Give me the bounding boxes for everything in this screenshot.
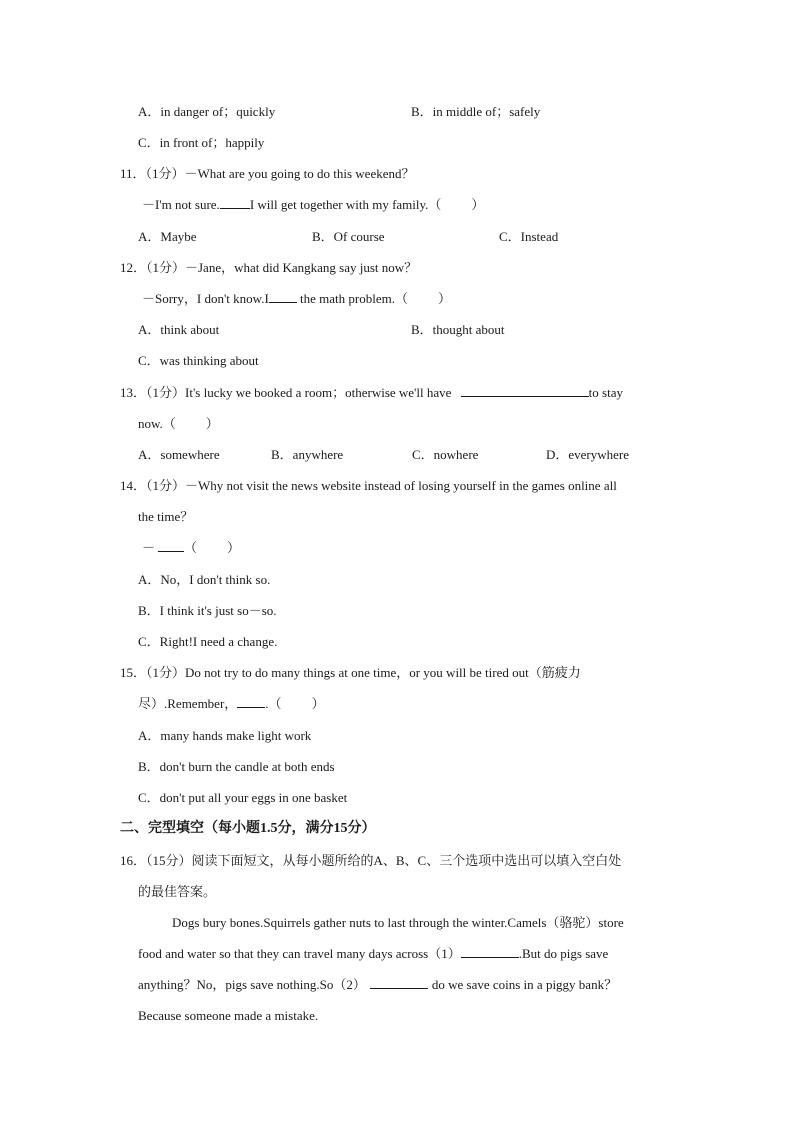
q12-paren-close: ） — [438, 291, 452, 306]
q11-stem: 11．（1分）－What are you going to do this weekend？ — [120, 166, 415, 181]
q16-blank-1[interactable] — [461, 945, 519, 958]
q10-option-c[interactable]: C．in front of；happily — [138, 135, 265, 150]
q15-option-c[interactable]: C．don't put all your eggs in one basket — [138, 790, 348, 805]
q13-stem-cont — [138, 415, 219, 433]
q16-passage-line2-end: .But do pigs save — [518, 946, 609, 961]
q16-passage-line2-start: food and water so that they can travel many days across（1） — [138, 946, 461, 961]
q14-dash: － — [142, 540, 156, 555]
q16-passage-line2 — [138, 945, 608, 963]
q11-option-b[interactable]: B．Of course — [312, 229, 385, 244]
q15-stem: 15．（1分）Do not try to do many things at one time，or you will be tired out（筋疲力 — [120, 665, 581, 680]
q11-paren-close: ） — [471, 197, 485, 212]
q14-option-b[interactable]: B．I think it's just so－so. — [138, 603, 277, 618]
q14-dialogue — [142, 539, 240, 557]
q12-stem: 12．（1分）－Jane，what did Kangkang say just now？ — [120, 260, 418, 275]
q12-dialogue — [142, 290, 451, 308]
q13-stem-start: 13．（1分）It's lucky we booked a room；otherwise we'll have — [120, 385, 452, 400]
q14-stem-line2: the time？ — [138, 509, 194, 524]
q13-paren-close: ） — [205, 416, 219, 431]
q13-stem-end: to stay — [588, 385, 623, 400]
q10-option-a[interactable]: A．in danger of；quickly — [138, 104, 276, 119]
q14-paren-close: ） — [227, 540, 241, 555]
q14-paren-open: （ — [184, 540, 198, 555]
q16-passage-line3-end: do we save coins in a piggy bank？ — [431, 977, 618, 992]
q15-blank[interactable] — [237, 695, 265, 708]
q13-stem-line2: now.（ — [138, 416, 176, 431]
q13-stem — [120, 384, 623, 402]
q12-dialogue-start: －Sorry，I don't know.I — [142, 291, 269, 306]
q12-option-a[interactable]: A．think about — [138, 322, 220, 337]
q11-option-c[interactable]: C．Instead — [499, 229, 559, 244]
q13-option-d[interactable]: D．everywhere — [546, 447, 630, 462]
q10-option-b[interactable]: B．in middle of；safely — [411, 104, 541, 119]
q11-dialogue-end: I will get together with my family.（ — [249, 197, 442, 212]
q15-stem-line2: 尽）.Remember， — [138, 696, 238, 711]
q14-blank[interactable] — [158, 539, 184, 552]
q13-option-a[interactable]: A．somewhere — [138, 447, 220, 462]
section-heading-cloze: 二、完型填空（每小题1.5分，满分15分） — [120, 821, 376, 836]
q15-option-a[interactable]: A．many hands make light work — [138, 728, 312, 743]
q16-passage-line3 — [138, 976, 617, 994]
q16-stem-line2: 的最佳答案。 — [138, 884, 217, 899]
q12-blank[interactable] — [269, 290, 297, 303]
q15-option-b[interactable]: B．don't burn the candle at both ends — [138, 759, 335, 774]
q12-option-c[interactable]: C．was thinking about — [138, 353, 259, 368]
q11-dialogue-start: －I'm not sure. — [142, 197, 220, 212]
q16-passage-line1: Dogs bury bones.Squirrels gather nuts to last through the winter.Camels（骆驼）store — [172, 915, 624, 930]
q15-stem-cont — [138, 695, 325, 713]
q11-blank[interactable] — [220, 196, 250, 209]
q14-option-c[interactable]: C．Right!I need a change. — [138, 634, 278, 649]
q12-option-b[interactable]: B．thought about — [411, 322, 505, 337]
q15-paren-open: .（ — [265, 696, 282, 711]
q14-option-a[interactable]: A．No，I don't think so. — [138, 572, 271, 587]
q13-option-b[interactable]: B．anywhere — [271, 447, 344, 462]
q16-stem: 16．（15分）阅读下面短文，从每小题所给的A、B、C、三个选项中选出可以填入空白处 — [120, 853, 622, 868]
q13-blank[interactable] — [461, 384, 589, 397]
q14-stem: 14．（1分）－Why not visit the news website instead of losing yourself in the games online all — [120, 478, 617, 493]
q11-option-a[interactable]: A．Maybe — [138, 229, 197, 244]
q11-dialogue — [142, 196, 484, 214]
q16-blank-2[interactable] — [370, 976, 428, 989]
q16-passage-line3-start: anything？No，pigs save nothing.So（2） — [138, 977, 366, 992]
q13-option-c[interactable]: C．nowhere — [412, 447, 479, 462]
q16-passage-line4: Because someone made a mistake. — [138, 1008, 319, 1023]
q15-paren-close: ） — [311, 696, 325, 711]
q12-dialogue-end: the math problem.（ — [300, 291, 408, 306]
